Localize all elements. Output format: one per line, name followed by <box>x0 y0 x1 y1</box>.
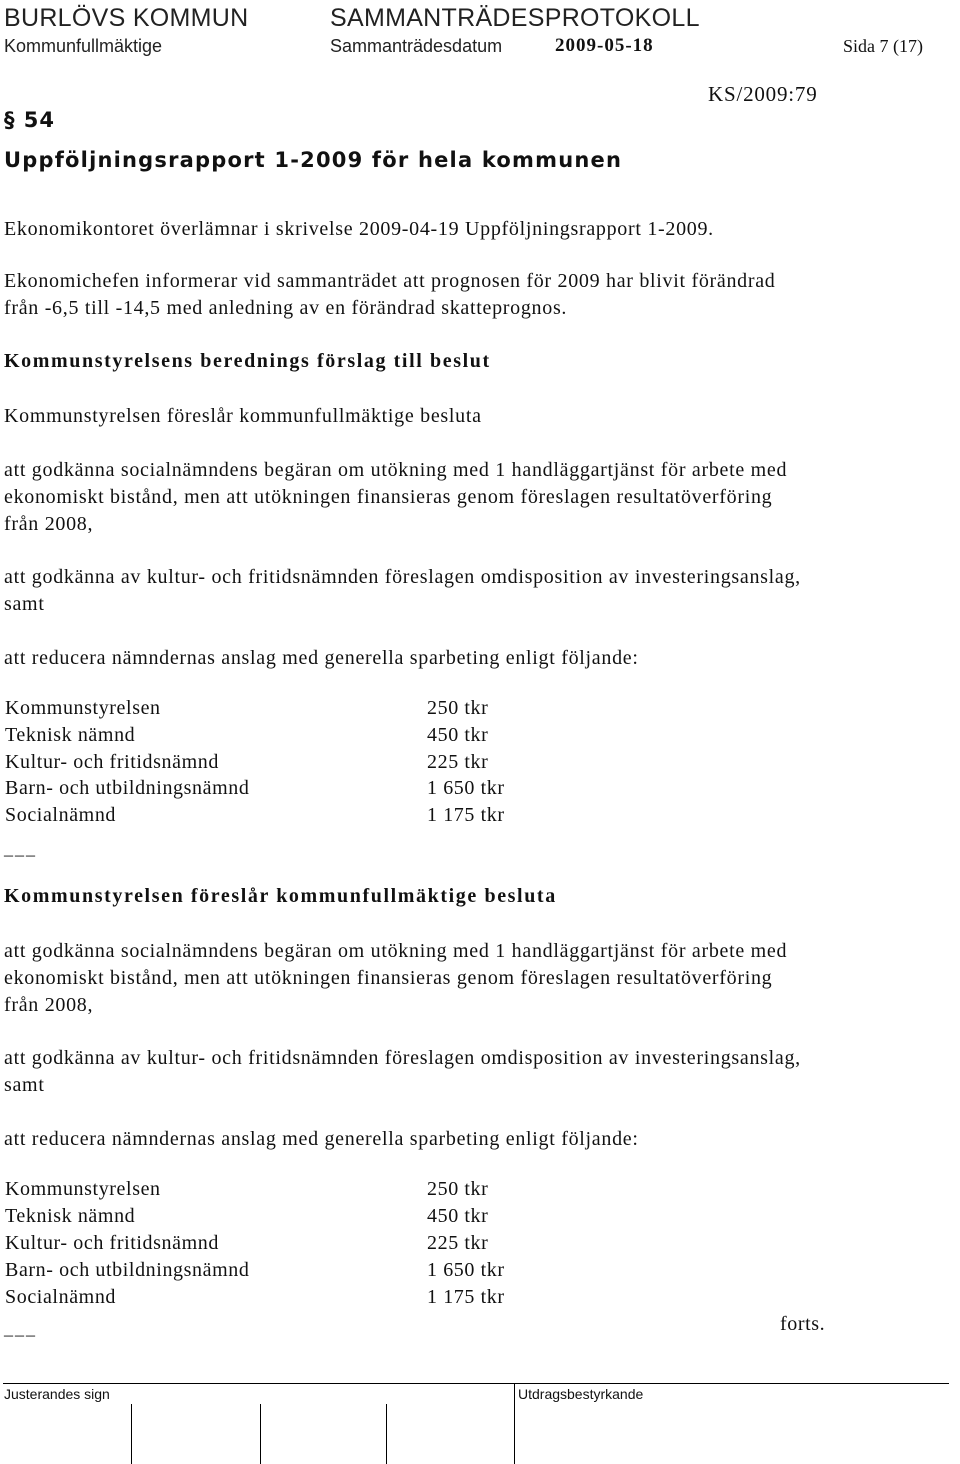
meeting-body: Kommunfullmäktige <box>4 36 163 56</box>
amount-org: Teknisk nämnd <box>5 1205 136 1227</box>
separator-dashes: ___ <box>4 838 37 858</box>
proposal-item-3: att reducera nämndernas anslag med generella sparbeting enligt följande: <box>4 647 639 669</box>
meeting-date: 2009-05-18 <box>555 35 654 56</box>
amount-value: 1 650 tkr <box>427 777 505 799</box>
municipality-name: BURLÖVS KOMMUN <box>4 4 249 32</box>
intro-paragraph-1: Ekonomikontoret överlämnar i skrivelse 2009-04-19 Uppföljningsrapport 1-2009. <box>4 218 714 240</box>
document-type: SAMMANTRÄDESPROTOKOLL <box>330 4 700 32</box>
amount-value: 225 tkr <box>427 1232 489 1254</box>
signature-box-divider <box>386 1404 387 1464</box>
case-number: KS/2009:79 <box>708 82 818 106</box>
footer-sign-label: Justerandes sign <box>4 1386 110 1402</box>
amount-org: Kommunstyrelsen <box>5 697 161 719</box>
proposal-lead: Kommunstyrelsen föreslår kommunfullmäktige besluta <box>4 405 482 427</box>
text-line: att godkänna av kultur- och fritidsnämnden föreslagen omdisposition av investeringsanslag, <box>4 566 801 588</box>
signature-box-divider <box>131 1404 132 1464</box>
footer-extract-label: Utdragsbestyrkande <box>518 1386 644 1402</box>
amount-value: 1 175 tkr <box>427 804 505 826</box>
intro-line: från -6,5 till -14,5 med anledning av en förändrad skatteprognos. <box>4 297 568 319</box>
amount-org: Teknisk nämnd <box>5 724 136 746</box>
text-line: att godkänna av kultur- och fritidsnämnden föreslagen omdisposition av investeringsanslag, <box>4 1047 801 1069</box>
text-line: från 2008, <box>4 513 94 535</box>
text-line: att godkänna socialnämndens begäran om utökning med 1 handläggartjänst för arbete med <box>4 459 788 481</box>
proposal-heading: Kommunstyrelsens berednings förslag till beslut <box>4 350 491 372</box>
decision-item-1 <box>4 938 787 1019</box>
signature-box-divider <box>260 1404 261 1464</box>
amount-value: 450 tkr <box>427 724 489 746</box>
text-line: från 2008, <box>4 994 94 1016</box>
amount-org: Socialnämnd <box>5 1286 117 1308</box>
text-line: samt <box>4 1074 45 1096</box>
text-line: ekonomiskt bistånd, men att utökningen finansieras genom föreslagen resultatöverföring <box>4 486 773 508</box>
decision-heading: Kommunstyrelsen föreslår kommunfullmäktige besluta <box>4 885 557 907</box>
page-number: Sida 7 (17) <box>843 36 923 56</box>
amount-org: Kultur- och fritidsnämnd <box>5 1232 219 1254</box>
signature-box-divider <box>514 1383 515 1464</box>
text-line: ekonomiskt bistånd, men att utökningen finansieras genom föreslagen resultatöverföring <box>4 967 773 989</box>
text-line: att godkänna socialnämndens begäran om utökning med 1 handläggartjänst för arbete med <box>4 940 788 962</box>
amount-value: 1 175 tkr <box>427 1286 505 1308</box>
proposal-item-1 <box>4 457 787 538</box>
proposal-item-2 <box>4 564 801 618</box>
amount-value: 450 tkr <box>427 1205 489 1227</box>
amount-value: 1 650 tkr <box>427 1259 505 1281</box>
footer-rule <box>3 1383 949 1384</box>
amount-org: Socialnämnd <box>5 804 117 826</box>
intro-line: Ekonomichefen informerar vid sammanträdet att prognosen för 2009 har blivit förändrad <box>4 270 776 292</box>
amount-org: Kommunstyrelsen <box>5 1178 161 1200</box>
decision-item-2 <box>4 1045 801 1099</box>
separator-dashes: ___ <box>4 1318 37 1338</box>
amount-org: Barn- och utbildningsnämnd <box>5 777 250 799</box>
decision-item-3: att reducera nämndernas anslag med generella sparbeting enligt följande: <box>4 1128 639 1150</box>
amount-value: 250 tkr <box>427 1178 489 1200</box>
continued-note: forts. <box>780 1313 826 1335</box>
text-line: samt <box>4 593 45 615</box>
section-title: Uppföljningsrapport 1-2009 för hela kommunen <box>4 148 623 172</box>
section-paragraph: § 54 <box>4 108 56 132</box>
amount-value: 250 tkr <box>427 697 489 719</box>
amount-org: Kultur- och fritidsnämnd <box>5 751 219 773</box>
amount-value: 225 tkr <box>427 751 489 773</box>
amount-org: Barn- och utbildningsnämnd <box>5 1259 250 1281</box>
intro-paragraph-2 <box>4 268 776 322</box>
date-label: Sammanträdesdatum <box>330 36 503 56</box>
